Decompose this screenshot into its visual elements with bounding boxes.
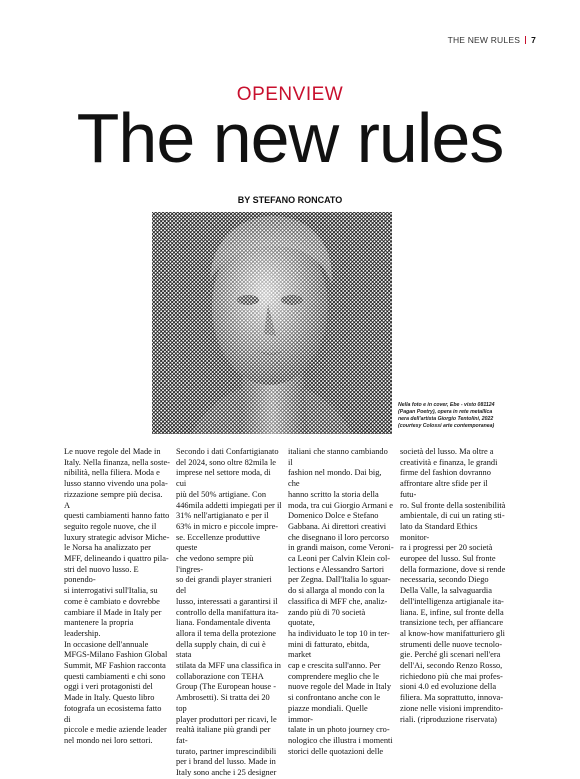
- article-title: The new rules: [76, 99, 504, 177]
- text-column-3: [288, 447, 394, 757]
- section-label: OPENVIEW: [236, 84, 344, 105]
- column-1-text: Le nuove regole del Made in Italy. Nella finanza, nella soste- nibilità, nella filiera. Moda e lusso stanno vivendo una pola- rizzazione sempre più decisa. A questi cambiamenti hanno fatto seguito regole nuove, che il luxury strategic advisor Miche- le Norsa ha analizzato per MFF, delineando i quattro pila- stri del nuovo lusso. E ponendo- si interrogativi sull'Italia, su come è cambiato e dovrebbe cambiare il Made in Italy per mantenere la propria leadership. In occasione dell'annuale MFGS-Milano Fashion Global Summit, MF Fashion racconta questi cambiamenti e chi sono oggi i veri protagonisti del Made in Italy. Questo libro fotografa un ecosistema fatto di piccole e medie aziende leader nel mondo nei loro settori.: [64, 447, 170, 745]
- bust-sculpture-image: [152, 212, 392, 434]
- bust-sculpture-photo: [152, 212, 392, 434]
- column-4-text: società del lusso. Ma oltre a creatività e finanza, le grandi firme del fashion dovranno affrontare altre sfide per il futu- ro. Sul fronte della sostenibilità ambientale, di cui un rating sti- lato da Standard Ethics monitor- ra i progressi per 20 società europee del lusso. Sul fronte della formazione, dove si rende necessaria, secondo Diego Della Valle, la salvaguardia dell'intelligenza artigianale ita- liana. E, infine, sul fronte della transizione tech, per affiancare al know-how manifatturiero gli strumenti delle nuove tecnolo- gie. Perché gli scenari nell'era dell'Ai, secondo Renzo Rosso, richiedono più che mai profes- sioni 4.0 ed evoluzione della filiera. Ma soprattutto, innova- zione nelle visioni imprendito- riali. (riproduzione riservata): [400, 447, 506, 724]
- text-column-2: [176, 447, 282, 779]
- page-number: 7: [531, 35, 536, 45]
- text-column-4: [400, 447, 506, 725]
- text-column-1: [64, 447, 170, 747]
- column-2-text: Secondo i dati Confartigianato del 2024, sono oltre 82mila le imprese nel settore moda, di cui più del 50% artigiane. Con 446mila addetti impiegati per il 31% nell'artigianato e per il 63% in micro e piccole impre- se. Eccellenze produttive queste che vedono sempre più l'ingres- so dei grandi player stranieri del lusso, interessati a garantirsi il controllo della manifattura ita- liana. Fondamentale diventa allora il tema della protezione della supply chain, di cui è stata stilata da MFF una classifica in collaborazione con TEHA Group (The European house - Ambrosetti). Si tratta dei 20 top player produttori per ricavi, le realtà italiane più grandi per fat- turato, partner imprescindibili per i brand del lusso. Made in Italy sono anche i 25 designer: [176, 447, 282, 778]
- column-3-text: italiani che stanno cambiando il fashion nel mondo. Dai big, che hanno scritto la storia della moda, tra cui Giorgio Armani e Domenico Dolce e Stefano Gabbana. Ai direttori creativi che disegnano il loro percorso in grandi maison, come Veroni- ca Leoni per Calvin Klein col- lections e Alessandro Sartori per Zegna. Dall'Italia lo sguar- do si allarga al mondo con la classifica di MFF che, analiz- zando più di 70 società quotate, ha individuato le top 10 in ter- mini di fatturato, ebitda, market cap e crescita sull'anno. Per comprendere meglio che le nuove regole del Made in Italy si confrontano anche con le piazze mondiali. Quelle immor- talate in un photo journey cro- nologico che illustra i momenti storici delle quotazioni delle: [288, 447, 394, 756]
- running-header: [448, 35, 536, 45]
- running-title: THE NEW RULES: [447, 35, 521, 45]
- byline: BY STEFANO RONCATO: [237, 195, 343, 205]
- header-divider: [525, 36, 526, 44]
- photo-caption: Nella foto e in cover, Ebe - visto 081124 (Pagan Poetry), opera in rete metallica nera dell'artista Giorgio Tentolini, 2022 (courtesy Colossi arte contemporanea): [398, 402, 495, 429]
